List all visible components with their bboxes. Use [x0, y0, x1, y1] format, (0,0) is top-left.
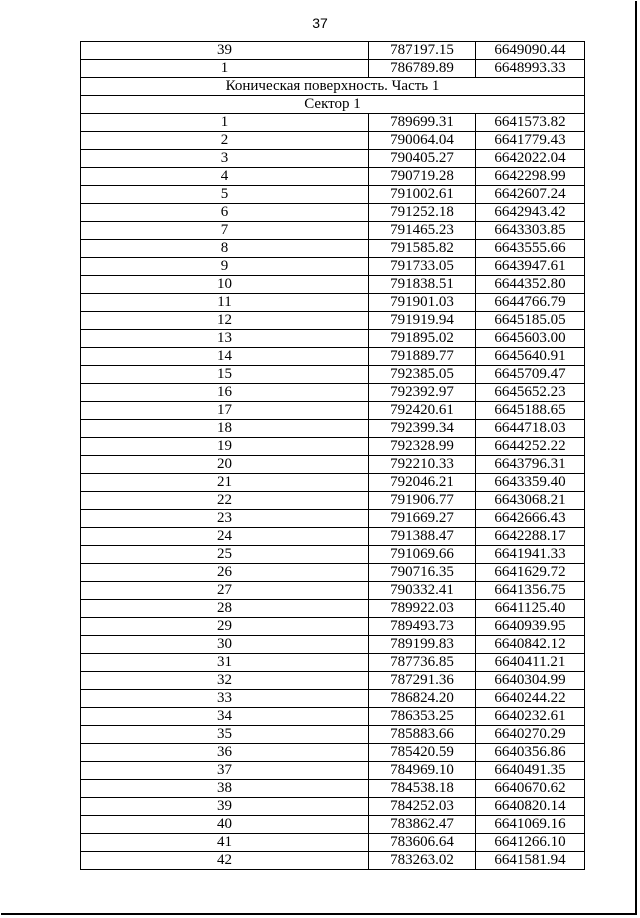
point-number-cell: 18 — [81, 420, 369, 438]
x-coordinate-cell: 791889.77 — [369, 348, 476, 366]
y-coordinate-cell: 6642288.17 — [476, 528, 585, 546]
y-coordinate-cell: 6640491.35 — [476, 762, 585, 780]
point-number-cell: 31 — [81, 654, 369, 672]
y-coordinate-cell: 6641941.33 — [476, 546, 585, 564]
table-row — [81, 366, 585, 384]
x-coordinate-cell: 785883.66 — [369, 726, 476, 744]
point-number-cell: 21 — [81, 474, 369, 492]
x-coordinate-cell: 789699.31 — [369, 114, 476, 132]
table-row — [81, 150, 585, 168]
y-coordinate-cell: 6641125.40 — [476, 600, 585, 618]
y-coordinate-cell: 6640270.29 — [476, 726, 585, 744]
point-number-cell: 41 — [81, 834, 369, 852]
point-number-cell: 27 — [81, 582, 369, 600]
x-coordinate-cell: 792210.33 — [369, 456, 476, 474]
table-row — [81, 528, 585, 546]
x-coordinate-cell: 792385.05 — [369, 366, 476, 384]
point-number-cell: 10 — [81, 276, 369, 294]
point-number-cell: 16 — [81, 384, 369, 402]
table-row — [81, 600, 585, 618]
y-coordinate-cell: 6642607.24 — [476, 186, 585, 204]
table-row — [81, 816, 585, 834]
point-number-cell: 2 — [81, 132, 369, 150]
y-coordinate-cell: 6640356.86 — [476, 744, 585, 762]
section-title-row — [81, 78, 585, 96]
y-coordinate-cell: 6644718.03 — [476, 420, 585, 438]
y-coordinate-cell: 6642666.43 — [476, 510, 585, 528]
point-number-cell: 14 — [81, 348, 369, 366]
y-coordinate-cell: 6641356.75 — [476, 582, 585, 600]
point-number-cell: 8 — [81, 240, 369, 258]
y-coordinate-cell: 6645603.00 — [476, 330, 585, 348]
table-row — [81, 726, 585, 744]
point-number-cell: 40 — [81, 816, 369, 834]
y-coordinate-cell: 6643359.40 — [476, 474, 585, 492]
sector-title-row — [81, 96, 585, 114]
y-coordinate-cell: 6645188.65 — [476, 402, 585, 420]
point-number-cell: 1 — [81, 60, 369, 78]
point-number-cell: 12 — [81, 312, 369, 330]
point-number-cell: 35 — [81, 726, 369, 744]
y-coordinate-cell: 6643303.85 — [476, 222, 585, 240]
x-coordinate-cell: 791919.94 — [369, 312, 476, 330]
point-number-cell: 26 — [81, 564, 369, 582]
point-number-cell: 25 — [81, 546, 369, 564]
y-coordinate-cell: 6640232.61 — [476, 708, 585, 726]
y-coordinate-cell: 6641779.43 — [476, 132, 585, 150]
x-coordinate-cell: 792328.99 — [369, 438, 476, 456]
table-row — [81, 654, 585, 672]
y-coordinate-cell: 6641069.16 — [476, 816, 585, 834]
point-number-cell: 5 — [81, 186, 369, 204]
table-row — [81, 114, 585, 132]
x-coordinate-cell: 791838.51 — [369, 276, 476, 294]
point-number-cell: 17 — [81, 402, 369, 420]
x-coordinate-cell: 783263.02 — [369, 852, 476, 870]
table-row — [81, 132, 585, 150]
point-number-cell: 20 — [81, 456, 369, 474]
y-coordinate-cell: 6641629.72 — [476, 564, 585, 582]
table-row — [81, 204, 585, 222]
y-coordinate-cell: 6640842.12 — [476, 636, 585, 654]
table-row — [81, 546, 585, 564]
table-row — [81, 312, 585, 330]
top-rows — [81, 42, 585, 78]
point-number-cell: 42 — [81, 852, 369, 870]
y-coordinate-cell: 6640670.62 — [476, 780, 585, 798]
x-coordinate-cell: 790332.41 — [369, 582, 476, 600]
x-coordinate-cell: 783862.47 — [369, 816, 476, 834]
point-number-cell: 3 — [81, 150, 369, 168]
table-row — [81, 186, 585, 204]
point-number-cell: 22 — [81, 492, 369, 510]
x-coordinate-cell: 792420.61 — [369, 402, 476, 420]
table-row — [81, 474, 585, 492]
x-coordinate-cell: 784969.10 — [369, 762, 476, 780]
table-row — [81, 618, 585, 636]
table-row — [81, 348, 585, 366]
x-coordinate-cell: 784252.03 — [369, 798, 476, 816]
coordinates-table — [80, 41, 585, 870]
y-coordinate-cell: 6645185.05 — [476, 312, 585, 330]
page-number: 37 — [312, 15, 328, 31]
table-row — [81, 564, 585, 582]
table-row — [81, 330, 585, 348]
point-number-cell: 39 — [81, 798, 369, 816]
point-number-cell: 6 — [81, 204, 369, 222]
y-coordinate-cell: 6640820.14 — [476, 798, 585, 816]
x-coordinate-cell: 791465.23 — [369, 222, 476, 240]
x-coordinate-cell: 789493.73 — [369, 618, 476, 636]
point-number-cell: 34 — [81, 708, 369, 726]
x-coordinate-cell: 784538.18 — [369, 780, 476, 798]
point-number-cell: 19 — [81, 438, 369, 456]
y-coordinate-cell: 6640304.99 — [476, 672, 585, 690]
table-row — [81, 690, 585, 708]
point-number-cell: 36 — [81, 744, 369, 762]
x-coordinate-cell: 791388.47 — [369, 528, 476, 546]
table-row — [81, 582, 585, 600]
table-row — [81, 222, 585, 240]
table-row — [81, 744, 585, 762]
x-coordinate-cell: 789199.83 — [369, 636, 476, 654]
table-row — [81, 420, 585, 438]
sector-rows — [81, 114, 585, 870]
y-coordinate-cell: 6641581.94 — [476, 852, 585, 870]
sector-title: Сектор 1 — [81, 96, 585, 114]
table-row — [81, 258, 585, 276]
table-row — [81, 636, 585, 654]
point-number-cell: 39 — [81, 42, 369, 60]
table-row — [81, 834, 585, 852]
x-coordinate-cell: 786353.25 — [369, 708, 476, 726]
point-number-cell: 32 — [81, 672, 369, 690]
x-coordinate-cell: 789922.03 — [369, 600, 476, 618]
table-row — [81, 276, 585, 294]
x-coordinate-cell: 791002.61 — [369, 186, 476, 204]
point-number-cell: 15 — [81, 366, 369, 384]
x-coordinate-cell: 787291.36 — [369, 672, 476, 690]
x-coordinate-cell: 791895.02 — [369, 330, 476, 348]
y-coordinate-cell: 6643947.61 — [476, 258, 585, 276]
x-coordinate-cell: 791252.18 — [369, 204, 476, 222]
table-row — [81, 510, 585, 528]
table-row — [81, 762, 585, 780]
x-coordinate-cell: 791585.82 — [369, 240, 476, 258]
table-row — [81, 456, 585, 474]
y-coordinate-cell: 6644352.80 — [476, 276, 585, 294]
point-number-cell: 9 — [81, 258, 369, 276]
y-coordinate-cell: 6641573.82 — [476, 114, 585, 132]
point-number-cell: 7 — [81, 222, 369, 240]
x-coordinate-cell: 791906.77 — [369, 492, 476, 510]
table-row — [81, 438, 585, 456]
y-coordinate-cell: 6642298.99 — [476, 168, 585, 186]
point-number-cell: 13 — [81, 330, 369, 348]
x-coordinate-cell: 790064.04 — [369, 132, 476, 150]
x-coordinate-cell: 790716.35 — [369, 564, 476, 582]
table-row — [81, 798, 585, 816]
x-coordinate-cell: 792399.34 — [369, 420, 476, 438]
table-row — [81, 492, 585, 510]
table-row — [81, 60, 585, 78]
y-coordinate-cell: 6643555.66 — [476, 240, 585, 258]
table-row — [81, 42, 585, 60]
x-coordinate-cell: 785420.59 — [369, 744, 476, 762]
table-row — [81, 672, 585, 690]
x-coordinate-cell: 790719.28 — [369, 168, 476, 186]
point-number-cell: 11 — [81, 294, 369, 312]
point-number-cell: 33 — [81, 690, 369, 708]
x-coordinate-cell: 791069.66 — [369, 546, 476, 564]
x-coordinate-cell: 787197.15 — [369, 42, 476, 60]
x-coordinate-cell: 786789.89 — [369, 60, 476, 78]
table-row — [81, 402, 585, 420]
x-coordinate-cell: 792046.21 — [369, 474, 476, 492]
x-coordinate-cell: 791733.05 — [369, 258, 476, 276]
y-coordinate-cell: 6644252.22 — [476, 438, 585, 456]
table-row — [81, 168, 585, 186]
y-coordinate-cell: 6642022.04 — [476, 150, 585, 168]
point-number-cell: 24 — [81, 528, 369, 546]
y-coordinate-cell: 6640939.95 — [476, 618, 585, 636]
point-number-cell: 38 — [81, 780, 369, 798]
point-number-cell: 30 — [81, 636, 369, 654]
section-header — [81, 78, 585, 114]
y-coordinate-cell: 6648993.33 — [476, 60, 585, 78]
x-coordinate-cell: 791901.03 — [369, 294, 476, 312]
x-coordinate-cell: 787736.85 — [369, 654, 476, 672]
y-coordinate-cell: 6640411.21 — [476, 654, 585, 672]
table-row — [81, 780, 585, 798]
y-coordinate-cell: 6640244.22 — [476, 690, 585, 708]
y-coordinate-cell: 6642943.42 — [476, 204, 585, 222]
x-coordinate-cell: 792392.97 — [369, 384, 476, 402]
y-coordinate-cell: 6641266.10 — [476, 834, 585, 852]
table-row — [81, 384, 585, 402]
y-coordinate-cell: 6649090.44 — [476, 42, 585, 60]
y-coordinate-cell: 6644766.79 — [476, 294, 585, 312]
table-row — [81, 708, 585, 726]
y-coordinate-cell: 6643796.31 — [476, 456, 585, 474]
table-row — [81, 240, 585, 258]
table-row — [81, 294, 585, 312]
y-coordinate-cell: 6645640.91 — [476, 348, 585, 366]
x-coordinate-cell: 791669.27 — [369, 510, 476, 528]
point-number-cell: 37 — [81, 762, 369, 780]
point-number-cell: 29 — [81, 618, 369, 636]
y-coordinate-cell: 6645709.47 — [476, 366, 585, 384]
point-number-cell: 4 — [81, 168, 369, 186]
x-coordinate-cell: 783606.64 — [369, 834, 476, 852]
y-coordinate-cell: 6645652.23 — [476, 384, 585, 402]
point-number-cell: 28 — [81, 600, 369, 618]
point-number-cell: 1 — [81, 114, 369, 132]
table-row — [81, 852, 585, 870]
section-title: Коническая поверхность. Часть 1 — [81, 78, 585, 96]
point-number-cell: 23 — [81, 510, 369, 528]
x-coordinate-cell: 786824.20 — [369, 690, 476, 708]
y-coordinate-cell: 6643068.21 — [476, 492, 585, 510]
x-coordinate-cell: 790405.27 — [369, 150, 476, 168]
